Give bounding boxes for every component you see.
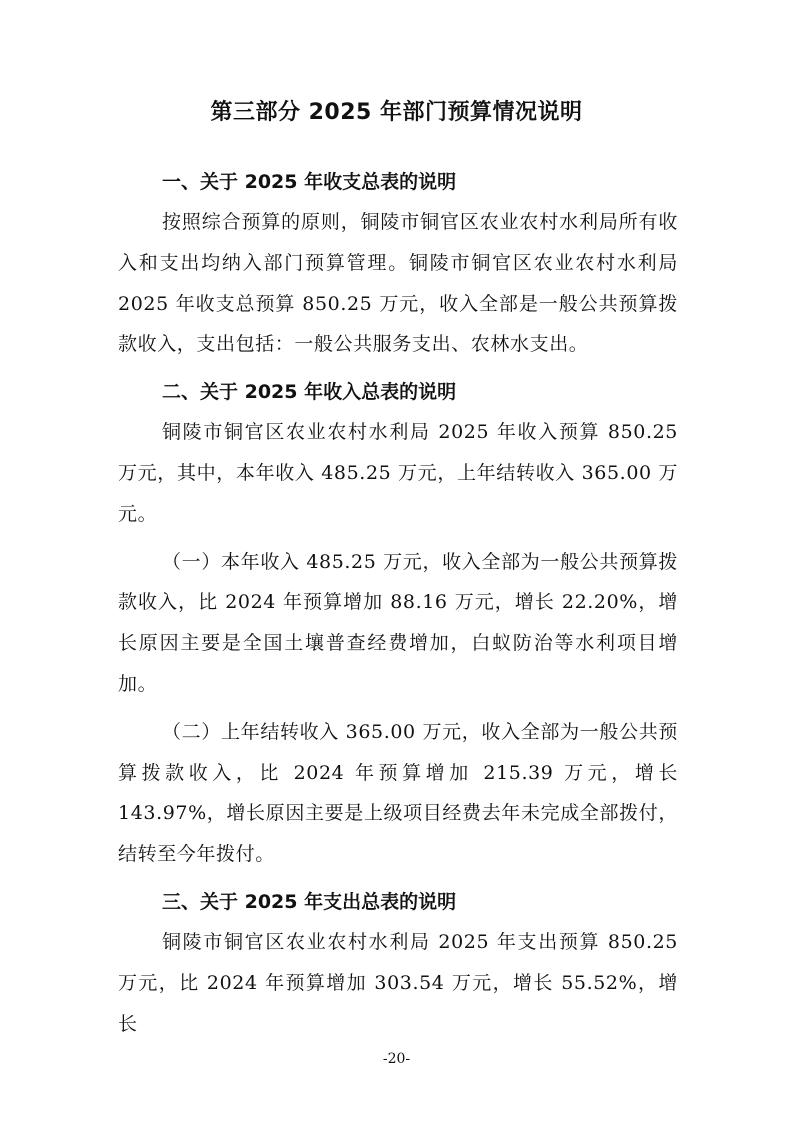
section-heading-3: 三、关于 2025 年支出总表的说明 bbox=[162, 890, 457, 913]
page-number: -20- bbox=[382, 1051, 411, 1067]
section-heading-1: 一、关于 2025 年收支总表的说明 bbox=[162, 171, 457, 193]
section-2-paragraph-2: （一）本年收入 485.25 万元，收入全部为一般公共预算拨款收入，比 2024 年预算增加 88.16 万元，增长 22.20%，增长原因主要是全国土壤普查经费增加，白蚁防治等水利项目增加。 bbox=[118, 550, 678, 695]
page-title: 第三部分 2025 年部门预算情况说明 bbox=[210, 100, 583, 125]
section-2-paragraph-3: （二）上年结转收入 365.00 万元，收入全部为一般公共预算拨款收入，比 2024 年预算增加 215.39 万元，增长 143.97%，增长原因主要是上级项目经费去年未完成全部拨付，结转至今年拨付。 bbox=[118, 720, 678, 866]
section-1-paragraph-1: 按照综合预算的原则，铜陵市铜官区农业农村水利局所有收入和支出均纳入部门预算管理。铜陵市铜官区农业农村水利局 2025 年收支总预算 850.25 万元，收入全部是一般公共预算拨款收入，支出包括：一般公共服务支出、农林水支出。 bbox=[118, 211, 678, 356]
section-2-paragraph-1: 铜陵市铜官区农业农村水利局 2025 年收入预算 850.25 万元，其中，本年收入 485.25 万元，上年结转收入 365.00 万元。 bbox=[118, 421, 678, 525]
section-3-paragraph-1: 铜陵市铜官区农业农村水利局 2025 年支出预算 850.25 万元，比 2024 年预算增加 303.54 万元，增长 55.52%，增长 bbox=[118, 930, 678, 1035]
document-body bbox=[118, 162, 678, 1044]
section-heading-2: 二、关于 2025 年收入总表的说明 bbox=[162, 381, 457, 404]
